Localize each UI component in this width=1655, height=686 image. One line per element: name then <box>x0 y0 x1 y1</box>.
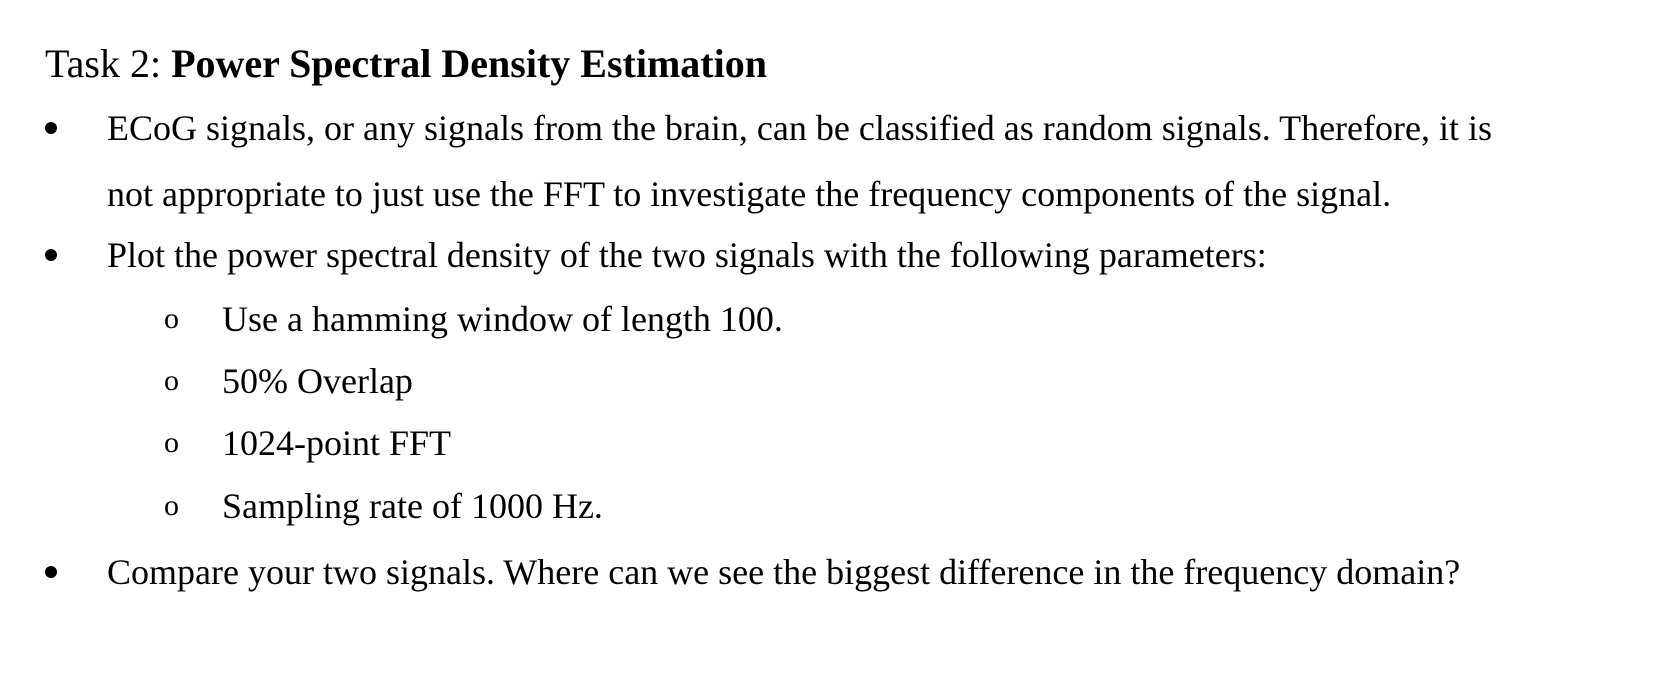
bullet-text-line: ECoG signals, or any signals from the brain, can be classified as random signals. Therefore, it is <box>107 108 1492 148</box>
task-heading <box>45 40 767 88</box>
bullet-text-line: Compare your two signals. Where can we see the biggest difference in the frequency domain? <box>107 552 1461 592</box>
sub-item-text: Use a hamming window of length 100. <box>222 299 783 339</box>
bullet-item <box>45 95 1625 227</box>
sub-item-text: Sampling rate of 1000 Hz. <box>222 486 603 526</box>
bullet-marker <box>45 539 59 605</box>
bullet-item <box>45 222 1625 288</box>
bullet-marker <box>45 95 59 161</box>
sub-bullet-marker: o <box>164 489 179 522</box>
sub-item-text: 1024-point FFT <box>222 423 452 463</box>
bullet-text-line: not appropriate to just use the FFT to investigate the frequency components of the signal. <box>107 174 1392 214</box>
sub-bullet-marker: o <box>164 302 179 335</box>
bullet-marker <box>45 222 59 288</box>
task-prefix: Task 2: <box>45 41 172 86</box>
sub-bullet-marker: o <box>164 426 179 459</box>
sub-bullet-marker: o <box>164 364 179 397</box>
bullet-item <box>45 539 1625 605</box>
bullet-text-line: Plot the power spectral density of the two signals with the following parameters: <box>107 235 1267 275</box>
task-title: Power Spectral Density Estimation <box>171 41 767 86</box>
sub-item-text: 50% Overlap <box>222 361 413 401</box>
